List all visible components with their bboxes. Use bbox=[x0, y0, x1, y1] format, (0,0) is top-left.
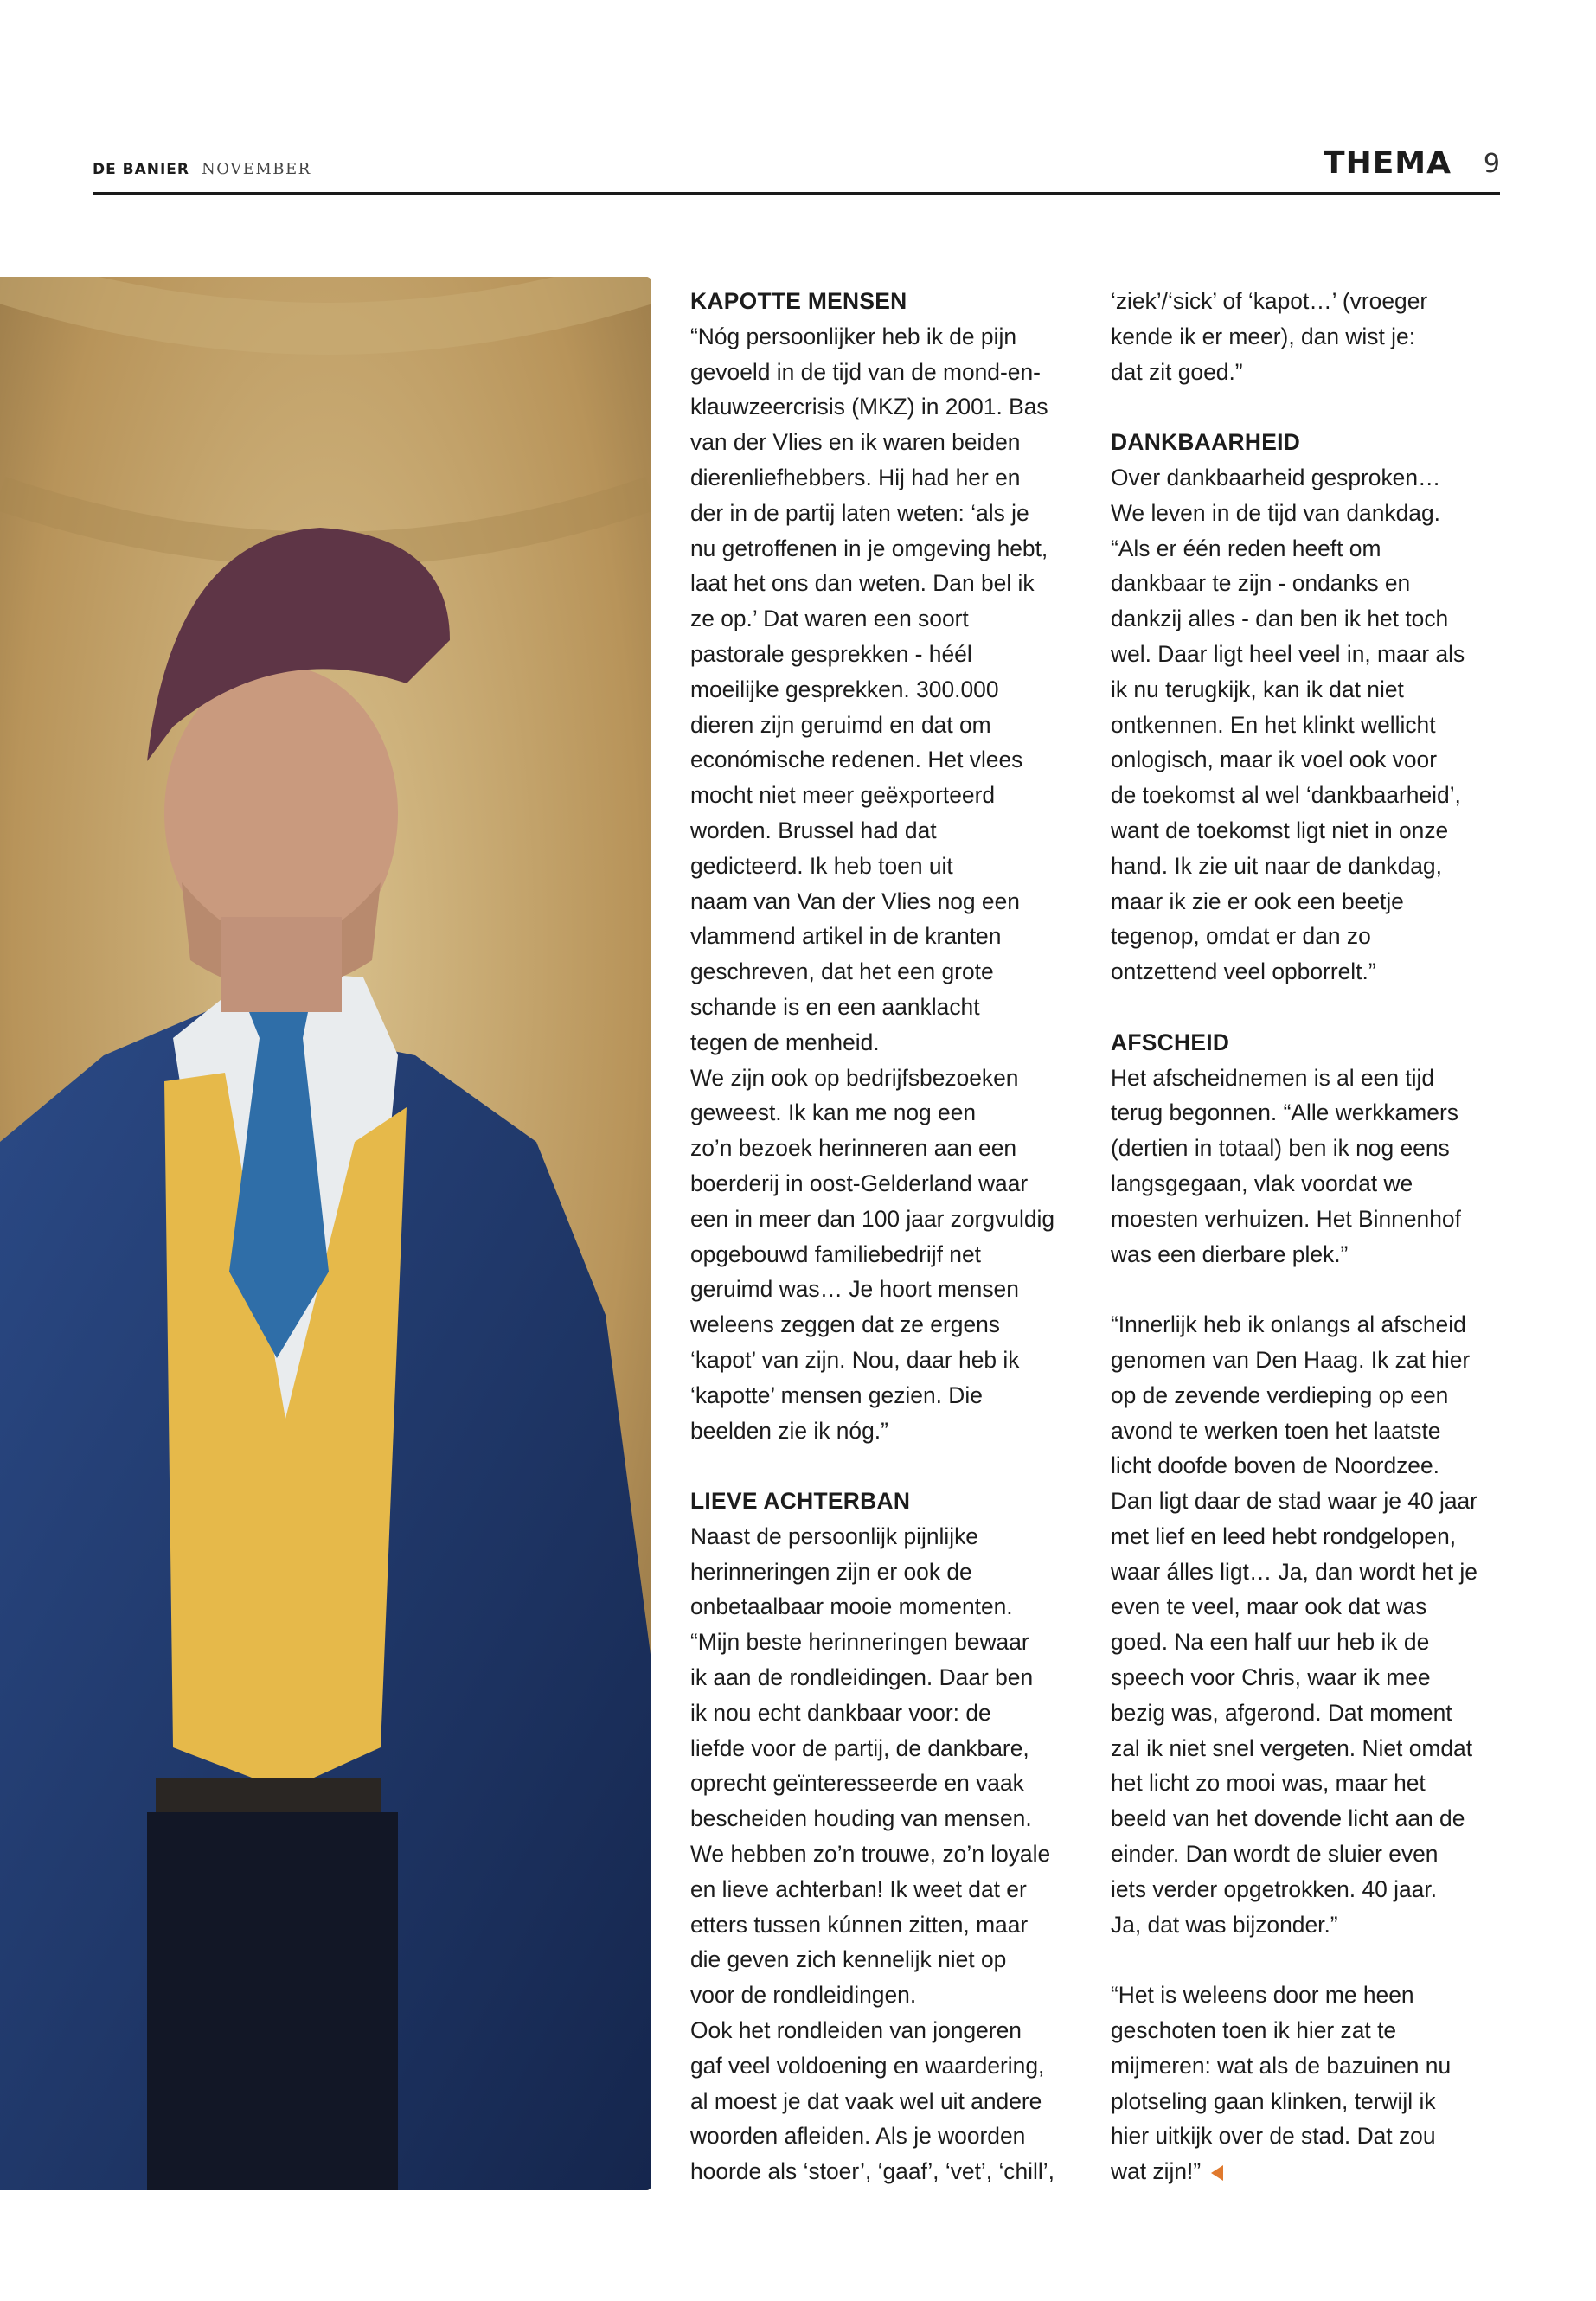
text-line: genomen van Den Haag. Ik zat hier bbox=[1111, 1346, 1471, 1373]
text-line: etters tussen kúnnen zitten, maar bbox=[690, 1911, 1029, 1938]
text-line: het licht zo mooi was, maar het bbox=[1111, 1770, 1426, 1797]
text-line: ‘kapotte’ mensen gezien. Die bbox=[690, 1381, 983, 1408]
text-line: geweest. Ik kan me nog een bbox=[690, 1099, 977, 1126]
text-line: der in de partij laten weten: ‘als je bbox=[690, 499, 1029, 526]
magazine-name: DE BANIER bbox=[93, 161, 190, 178]
text-line: al moest je dat vaak wel uit andere bbox=[690, 2087, 1042, 2114]
text-line: onbetaalbaar mooie momenten. bbox=[690, 1593, 1013, 1620]
text-line: We zijn ook op bedrijfsbezoeken bbox=[690, 1064, 1019, 1091]
text-line: weleens zeggen dat ze ergens bbox=[690, 1311, 1000, 1338]
text-line: ik aan de rondleidingen. Daar ben bbox=[690, 1664, 1034, 1691]
text-line: met lief en leed hebt rondgelopen, bbox=[1111, 1522, 1457, 1549]
portrait-photo bbox=[0, 277, 651, 2190]
paragraph-gap bbox=[690, 1448, 1097, 1484]
text-line: dankzij alles - dan ben ik het toch bbox=[1111, 606, 1449, 632]
paragraph-gap bbox=[1111, 1272, 1517, 1307]
text-line: dankbaar te zijn - ondanks en bbox=[1111, 570, 1411, 597]
column-right bbox=[1111, 284, 1517, 2189]
text-line: dieren zijn geruimd en dat om bbox=[690, 711, 991, 738]
text-line: hoorde als ‘stoer’, ‘gaaf’, ‘vet’, ‘chill’, bbox=[690, 2158, 1054, 2185]
text-line: We leven in de tijd van dankdag. bbox=[1111, 499, 1440, 526]
paragraph-gap bbox=[1111, 990, 1517, 1025]
text-line: We hebben zo’n trouwe, zo’n loyale bbox=[690, 1841, 1051, 1868]
text-line: gevoeld in de tijd van de mond-en- bbox=[690, 358, 1041, 385]
last-line-text: wat zijn!” bbox=[1111, 2158, 1202, 2185]
text-line: económische redenen. Het vlees bbox=[690, 747, 1023, 773]
page-number: 9 bbox=[1483, 149, 1500, 179]
text-line: hand. Ik zie uit naar de dankdag, bbox=[1111, 852, 1442, 879]
issue-month: NOVEMBER bbox=[202, 160, 311, 178]
text-line: onlogisch, maar ik voel ook voor bbox=[1111, 747, 1437, 773]
text-line: de toekomst al wel ‘dankbaarheid’, bbox=[1111, 782, 1461, 809]
text-line: ze op.’ Dat waren een soort bbox=[690, 606, 969, 632]
text-line: want de toekomst ligt niet in onze bbox=[1111, 817, 1449, 843]
text-line: ontzettend veel opborrelt.” bbox=[1111, 958, 1376, 985]
text-line: “Als er één reden heeft om bbox=[1111, 535, 1381, 561]
page-header bbox=[93, 138, 1500, 195]
text-line: op de zevende verdieping op een bbox=[1111, 1381, 1449, 1408]
text-line: tegenop, omdat er dan zo bbox=[1111, 923, 1371, 950]
text-line: Over dankbaarheid gesproken… bbox=[1111, 464, 1441, 490]
text-line: beeld van het dovende licht aan de bbox=[1111, 1805, 1465, 1832]
text-line: moesten verhuizen. Het Binnenhof bbox=[1111, 1205, 1461, 1232]
text-line: dierenliefhebbers. Hij had her en bbox=[690, 464, 1021, 490]
text-line: boerderij in oost-Gelderland waar bbox=[690, 1170, 1029, 1196]
text-line: licht doofde boven de Noordzee. bbox=[1111, 1452, 1439, 1479]
section-title: THEMA bbox=[1324, 145, 1452, 181]
paragraph-gap bbox=[1111, 389, 1517, 425]
text-line: kende ik er meer), dan wist je: bbox=[1111, 323, 1416, 349]
text-line: wel. Daar ligt heel veel in, maar als bbox=[1111, 640, 1465, 667]
text-line: geruimd was… Je hoort mensen bbox=[690, 1276, 1019, 1303]
text-line: geschoten toen ik hier zat te bbox=[1111, 2017, 1397, 2044]
text-line: een in meer dan 100 jaar zorgvuldig bbox=[690, 1205, 1055, 1232]
text-line: mocht niet meer geëxporteerd bbox=[690, 782, 996, 809]
text-line: klauwzeercrisis (MKZ) in 2001. Bas bbox=[690, 394, 1048, 420]
text-line: oprecht geïnteresseerde en vaak bbox=[690, 1770, 1024, 1797]
text-line: Naast de persoonlijk pijnlijke bbox=[690, 1522, 978, 1549]
text-line: avond te werken toen het laatste bbox=[1111, 1417, 1441, 1444]
text-line: bescheiden houding van mensen. bbox=[690, 1805, 1032, 1832]
text-line: van der Vlies en ik waren beiden bbox=[690, 429, 1021, 456]
text-line: moeilijke gesprekken. 300.000 bbox=[690, 676, 999, 702]
text-line: Het afscheidnemen is al een tijd bbox=[1111, 1064, 1435, 1091]
text-line: tegen de menheid. bbox=[690, 1029, 880, 1055]
text-line: liefde voor de partij, de dankbare, bbox=[690, 1734, 1029, 1761]
heading-lieve-achterban: LIEVE ACHTERBAN bbox=[690, 1488, 911, 1515]
text-line: even te veel, maar ook dat was bbox=[1111, 1593, 1427, 1620]
text-line: Dan ligt daar de stad waar je 40 jaar bbox=[1111, 1488, 1477, 1515]
heading-afscheid: AFSCHEID bbox=[1111, 1029, 1230, 1055]
text-line: zal ik niet snel vergeten. Niet omdat bbox=[1111, 1734, 1473, 1761]
text-line: hier uitkijk over de stad. Dat zou bbox=[1111, 2123, 1436, 2150]
text-line: ‘kapot’ van zijn. Nou, daar heb ik bbox=[690, 1346, 1020, 1373]
text-line: maar ik zie er ook een beetje bbox=[1111, 888, 1404, 914]
text-line: nu getroffenen in je omgeving hebt, bbox=[690, 535, 1048, 561]
text-line: Ja, dat was bijzonder.” bbox=[1111, 1911, 1338, 1938]
text-line: geschreven, dat het een grote bbox=[690, 958, 994, 985]
text-line: langsgegaan, vlak voordat we bbox=[1111, 1170, 1413, 1196]
text-line: “Innerlijk heb ik onlangs al afscheid bbox=[1111, 1311, 1466, 1338]
last-text-line bbox=[1111, 2154, 1517, 2189]
text-line: vlammend artikel in de kranten bbox=[690, 923, 1002, 950]
text-line: laat het ons dan weten. Dan bel ik bbox=[690, 570, 1035, 597]
heading-kapotte-mensen: KAPOTTE MENSEN bbox=[690, 288, 907, 314]
text-line: ik nou echt dankbaar voor: de bbox=[690, 1699, 991, 1726]
text-line: “Mijn beste herinneringen bewaar bbox=[690, 1629, 1029, 1656]
text-line: was een dierbare plek.” bbox=[1111, 1240, 1349, 1267]
text-line: (dertien in totaal) ben ik nog eens bbox=[1111, 1135, 1450, 1162]
end-of-article-icon bbox=[1211, 2165, 1223, 2181]
paragraph-gap bbox=[1111, 1942, 1517, 1977]
text-line: plotseling gaan klinken, terwijl ik bbox=[1111, 2087, 1436, 2114]
text-line: herinneringen zijn er ook de bbox=[690, 1558, 972, 1585]
text-line: goed. Na een half uur heb ik de bbox=[1111, 1629, 1430, 1656]
text-line: en lieve achterban! Ik weet dat er bbox=[690, 1875, 1027, 1902]
text-line: gedicteerd. Ik heb toen uit bbox=[690, 852, 953, 879]
text-line: schande is en een aanklacht bbox=[690, 993, 980, 1020]
text-line: opgebouwd familiebedrijf net bbox=[690, 1240, 981, 1267]
text-line: ontkennen. En het klinkt wellicht bbox=[1111, 711, 1436, 738]
text-line: “Nóg persoonlijker heb ik de pijn bbox=[690, 323, 1017, 349]
text-line: gaf veel voldoening en waardering, bbox=[690, 2052, 1045, 2079]
text-line: speech voor Chris, waar ik mee bbox=[1111, 1664, 1431, 1691]
text-line: iets verder opgetrokken. 40 jaar. bbox=[1111, 1875, 1438, 1902]
column-left bbox=[690, 284, 1097, 2189]
text-line: bezig was, afgerond. Dat moment bbox=[1111, 1699, 1452, 1726]
heading-dankbaarheid: DANKBAARHEID bbox=[1111, 429, 1301, 456]
text-line: “Het is weleens door me heen bbox=[1111, 1982, 1414, 2009]
text-line: ik nu terugkijk, kan ik dat niet bbox=[1111, 676, 1404, 702]
text-line: worden. Brussel had dat bbox=[690, 817, 937, 843]
text-line: waar álles ligt… Ja, dan wordt het je bbox=[1111, 1558, 1477, 1585]
text-line: terug begonnen. “Alle werkkamers bbox=[1111, 1099, 1458, 1126]
text-line: naam van Van der Vlies nog een bbox=[690, 888, 1020, 914]
text-line: ‘ziek’/‘sick’ of ‘kapot…’ (vroeger bbox=[1111, 288, 1428, 314]
text-line: einder. Dan wordt de sluier even bbox=[1111, 1841, 1439, 1868]
text-line: beelden zie ik nóg.” bbox=[690, 1417, 888, 1444]
text-line: dat zit goed.” bbox=[1111, 358, 1243, 385]
text-line: Ook het rondleiden van jongeren bbox=[690, 2017, 1022, 2044]
text-line: pastorale gesprekken - héél bbox=[690, 640, 972, 667]
text-line: woorden afleiden. Als je woorden bbox=[690, 2123, 1026, 2150]
text-line: zo’n bezoek herinneren aan een bbox=[690, 1135, 1017, 1162]
text-line: mijmeren: wat als de bazuinen nu bbox=[1111, 2052, 1452, 2079]
text-line: die geven zich kennelijk niet op bbox=[690, 1946, 1007, 1973]
text-line: voor de rondleidingen. bbox=[690, 1982, 917, 2009]
